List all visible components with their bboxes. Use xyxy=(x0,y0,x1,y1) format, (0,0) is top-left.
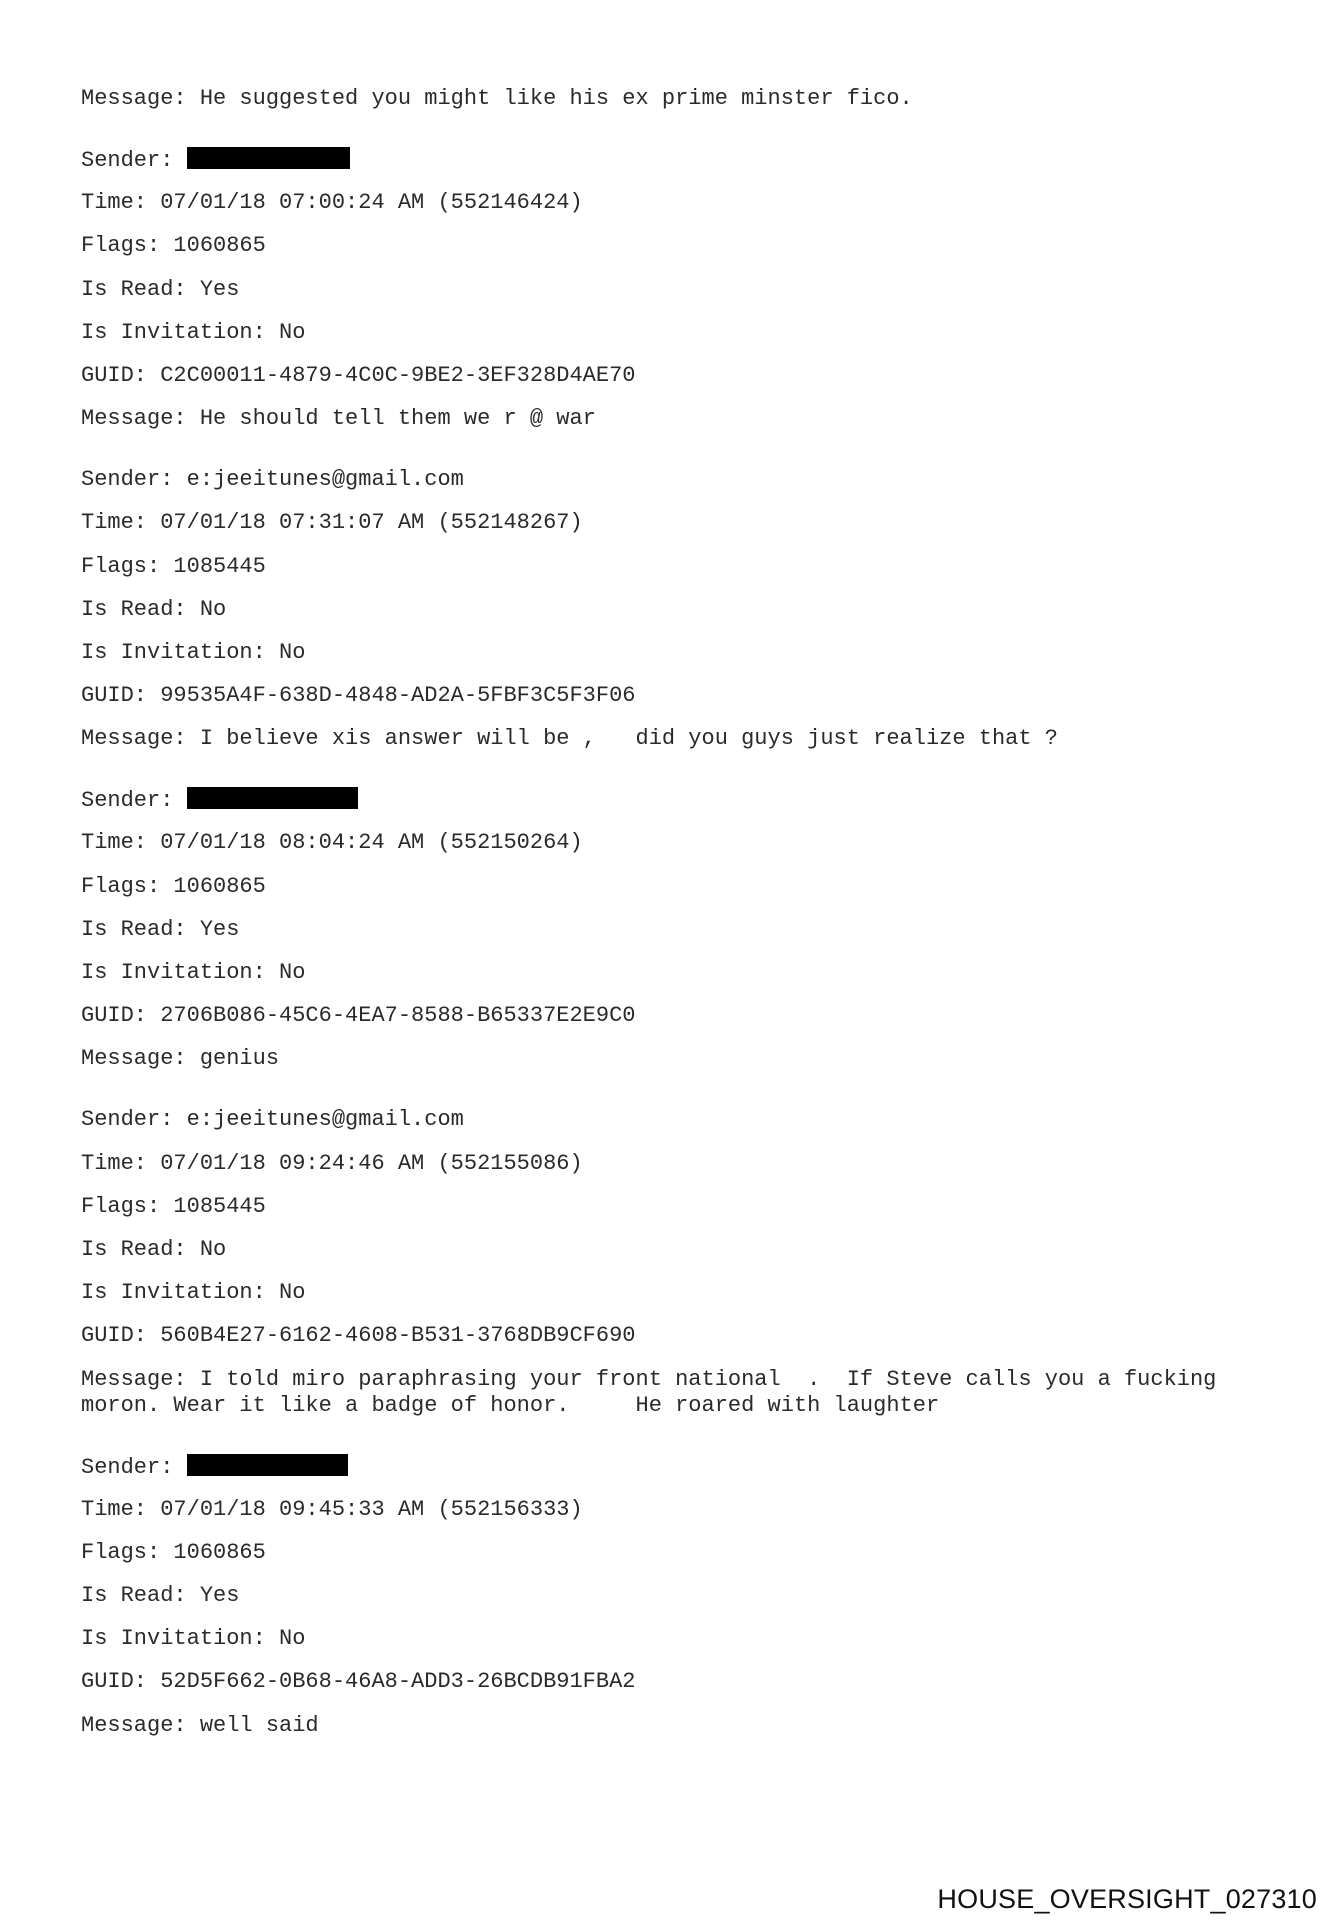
is-invitation-line: Is Invitation: No xyxy=(81,1280,306,1306)
message-text: Message: genius xyxy=(81,1046,280,1072)
redaction-block xyxy=(187,1454,348,1476)
flags-line: Flags: 1085445 xyxy=(81,1193,266,1219)
message-text: Message: I believe xis answer will be , did you guys just realize that ? xyxy=(81,726,1058,752)
sender-label: Sender: xyxy=(81,467,187,493)
is-read-line: Is Read: No xyxy=(81,1236,227,1262)
is-invitation-line: Is Invitation: No xyxy=(81,319,306,345)
message-record xyxy=(81,1454,1261,1739)
message-record xyxy=(81,1107,1261,1418)
guid-line: GUID: 52D5F662-0B68-46A8-ADD3-26BCDB91FBA2 xyxy=(81,1669,636,1695)
sender-line xyxy=(81,1454,1261,1480)
sender-line xyxy=(81,787,1261,813)
guid-line: GUID: 560B4E27-6162-4608-B531-3768DB9CF690 xyxy=(81,1323,636,1349)
flags-line: Flags: 1060865 xyxy=(81,873,266,899)
flags-line: Flags: 1060865 xyxy=(81,233,266,259)
flags-line: Flags: 1085445 xyxy=(81,553,266,579)
is-invitation-line: Is Invitation: No xyxy=(81,1626,306,1652)
bates-number: HOUSE_OVERSIGHT_027310 xyxy=(937,1884,1317,1914)
is-read-line: Is Read: Yes xyxy=(81,1583,240,1609)
message-record xyxy=(81,787,1261,1072)
time-line: Time: 07/01/18 07:00:24 AM (552146424) xyxy=(81,190,583,216)
guid-line: GUID: 2706B086-45C6-4EA7-8588-B65337E2E9C0 xyxy=(81,1003,636,1029)
sender-value: e:jeeitunes@gmail.com xyxy=(186,1107,464,1133)
is-invitation-line: Is Invitation: No xyxy=(81,639,306,665)
sender-label: Sender: xyxy=(81,148,187,173)
time-line: Time: 07/01/18 09:45:33 AM (552156333) xyxy=(81,1496,583,1522)
guid-line: GUID: 99535A4F-638D-4848-AD2A-5FBF3C5F3F06 xyxy=(81,683,636,709)
sender-line xyxy=(81,1107,1261,1133)
sender-label: Sender: xyxy=(81,1107,187,1133)
guid-line: GUID: C2C00011-4879-4C0C-9BE2-3EF328D4AE70 xyxy=(81,362,636,388)
time-line: Time: 07/01/18 09:24:46 AM (552155086) xyxy=(81,1150,583,1176)
message-text: Message: He should tell them we r @ war xyxy=(81,406,596,432)
redaction-block xyxy=(187,787,358,809)
message-log xyxy=(81,86,1261,1774)
redaction-block xyxy=(187,147,350,169)
message-text: Message: well said xyxy=(81,1712,319,1738)
sender-line xyxy=(81,147,1261,173)
sender-label: Sender: xyxy=(81,1454,187,1480)
sender-value: e:jeeitunes@gmail.com xyxy=(186,467,464,493)
time-line: Time: 07/01/18 08:04:24 AM (552150264) xyxy=(81,830,583,856)
sender-line xyxy=(81,467,1261,493)
is-read-line: Is Read: Yes xyxy=(81,916,240,942)
time-line: Time: 07/01/18 07:31:07 AM (552148267) xyxy=(81,510,583,536)
message-record xyxy=(81,467,1261,752)
is-read-line: Is Read: Yes xyxy=(81,276,240,302)
message-record xyxy=(81,147,1261,432)
sender-label: Sender: xyxy=(81,788,187,814)
message-text: Message: He suggested you might like his ex prime minster fico. xyxy=(81,86,913,111)
is-read-line: Is Read: No xyxy=(81,596,227,622)
is-invitation-line: Is Invitation: No xyxy=(81,960,306,985)
flags-line: Flags: 1060865 xyxy=(81,1539,266,1565)
message-text: Message: I told miro paraphrasing your front national . If Steve calls you a fucking moron. Wear it like a badge of honor. He roared with laughter xyxy=(81,1366,1217,1418)
